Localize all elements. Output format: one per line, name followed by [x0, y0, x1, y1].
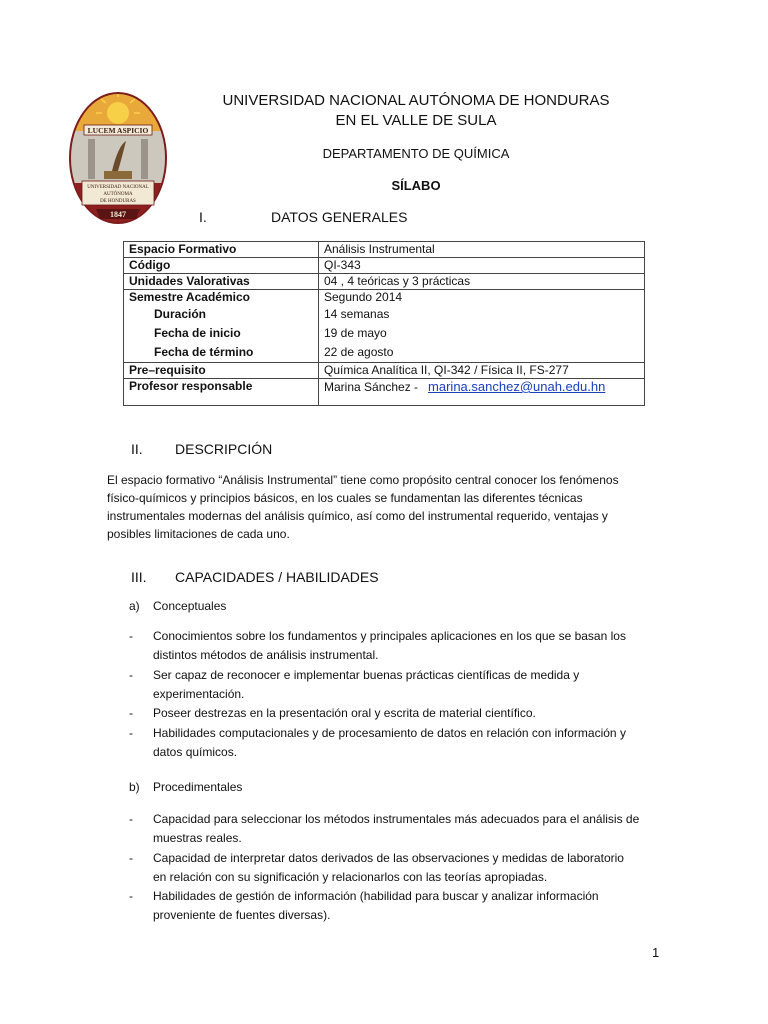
list-item-text	[153, 810, 665, 848]
espacio-value: Análisis Instrumental	[319, 242, 645, 258]
prereq-value: Química Analítica II, QI-342 / Física II, FS-277	[319, 363, 645, 379]
uv-value: 04 , 4 teóricas y 3 prácticas	[319, 274, 645, 290]
inicio-label: Fecha de inicio	[154, 326, 241, 340]
university-name: UNIVERSIDAD NACIONAL AUTÓNOMA DE HONDURAS	[222, 92, 610, 109]
semestre-label-cell	[124, 290, 319, 363]
list-item-line: distintos métodos de análisis instrumental.	[153, 648, 379, 662]
seal-name-line-1: UNIVERSIDAD NACIONAL	[87, 185, 149, 190]
profesor-value-cell	[319, 379, 645, 406]
duracion-label: Duración	[154, 307, 207, 321]
list-item-line: Habilidades computacionales y de procesamiento de datos en relación con información y	[153, 726, 626, 740]
list-item	[129, 627, 665, 665]
document-title: SÍLABO	[391, 178, 441, 193]
table-row	[124, 274, 645, 290]
list-item-line: Capacidad para seleccionar los métodos instrumentales más adecuados para el análisis de	[153, 812, 640, 826]
bullet-dash: -	[129, 812, 133, 826]
bullet-dash: -	[129, 706, 133, 720]
table-row	[124, 242, 645, 258]
section-1-number: I.	[199, 209, 207, 225]
bullet-dash: -	[129, 889, 133, 903]
list-item-line: Ser capaz de reconocer e implementar buenas prácticas científicas de medida y	[153, 668, 580, 682]
prereq-label: Pre–requisito	[124, 363, 319, 379]
codigo-value: QI-343	[319, 258, 645, 274]
list-item-line: Conocimientos sobre los fundamentos y principales aplicaciones en los que se basan los	[153, 629, 626, 643]
list-item-text	[153, 627, 665, 665]
campus-name: EN EL VALLE DE SULA	[335, 112, 497, 129]
list-item-line: en relación con su significación y relacionarlos con las teorías apropiadas.	[153, 870, 548, 884]
table-row	[124, 379, 645, 406]
descripcion-line: El espacio formativo “Análisis Instrumental” tiene como propósito central conocer los fenómenos	[107, 473, 619, 487]
list-item	[129, 666, 665, 704]
espacio-label: Espacio Formativo	[124, 242, 319, 258]
list-item	[129, 887, 665, 925]
bullet-dash: -	[129, 851, 133, 865]
department-name: DEPARTAMENTO DE QUÍMICA	[322, 146, 510, 161]
bullet-dash: -	[129, 668, 133, 682]
bullet-dash: -	[129, 629, 133, 643]
seal-name-line-3: DE HONDURAS	[100, 199, 136, 204]
subsection-a-label: a)	[129, 599, 140, 613]
list-item-line: datos químicos.	[153, 745, 238, 759]
termino-value: 22 de agosto	[324, 345, 394, 359]
list-item-line: muestras reales.	[153, 831, 242, 845]
uv-label: Unidades Valorativas	[124, 274, 319, 290]
list-item	[129, 849, 665, 887]
descripcion-line: posibles limitaciones de cada uno.	[107, 527, 290, 541]
bullet-dash: -	[129, 726, 133, 740]
descripcion-paragraph	[107, 471, 661, 543]
list-item-text	[153, 724, 665, 762]
section-2-title: DESCRIPCIÓN	[175, 441, 273, 457]
page-number: 1	[652, 945, 660, 960]
list-item-line: Habilidades de gestión de información (habilidad para buscar y analizar información	[153, 889, 599, 903]
profesor-email-link[interactable]: marina.sanchez@unah.edu.hn	[428, 379, 606, 394]
table-row	[124, 290, 645, 363]
profesor-label: Profesor responsable	[124, 379, 319, 406]
list-item	[129, 810, 665, 848]
seal-name-line-2: AUTÓNOMA	[103, 192, 133, 197]
section-1-title: DATOS GENERALES	[271, 209, 408, 225]
table-row	[124, 258, 645, 274]
section-2-number: II.	[131, 441, 143, 457]
list-item-text	[153, 849, 665, 887]
table-row	[124, 363, 645, 379]
section-3-number: III.	[131, 569, 147, 585]
duracion-value: 14 semanas	[324, 307, 390, 321]
list-item-text	[153, 887, 665, 925]
section-3-title: CAPACIDADES / HABILIDADES	[175, 569, 379, 585]
semestre-value-cell	[319, 290, 645, 363]
list-item-text	[153, 704, 665, 723]
profesor-value: Marina Sánchez -	[324, 380, 419, 394]
seal-motto: LUCEM ASPICIO	[87, 126, 149, 135]
general-data-table	[123, 241, 645, 406]
list-item-line: experimentación.	[153, 687, 245, 701]
list-item-text	[153, 666, 665, 704]
list-item-line: Capacidad de interpretar datos derivados de las observaciones y medidas de laboratorio	[153, 851, 624, 865]
subsection-b-label: b)	[129, 780, 140, 794]
semestre-value: Segundo 2014	[324, 290, 403, 304]
semestre-label: Semestre Académico	[129, 290, 250, 304]
descripcion-line: físico-químicos y principios básicos, en los cuales se fundamentan las diferentes técnicas	[107, 491, 583, 505]
codigo-label: Código	[124, 258, 319, 274]
subsection-a-title: Conceptuales	[153, 599, 227, 613]
seal-year: 1847	[110, 210, 126, 219]
list-item	[129, 704, 665, 723]
subsection-b-title: Procedimentales	[153, 780, 243, 794]
inicio-value: 19 de mayo	[324, 326, 387, 340]
list-item-line: Poseer destrezas en la presentación oral y escrita de material científico.	[153, 706, 536, 720]
list-item	[129, 724, 665, 762]
descripcion-line: instrumentales modernas del análisis químico, así como del instrumental requerido, ventajas y	[107, 509, 608, 523]
termino-label: Fecha de término	[154, 345, 254, 359]
list-item-line: proveniente de fuentes diversas).	[153, 908, 331, 922]
